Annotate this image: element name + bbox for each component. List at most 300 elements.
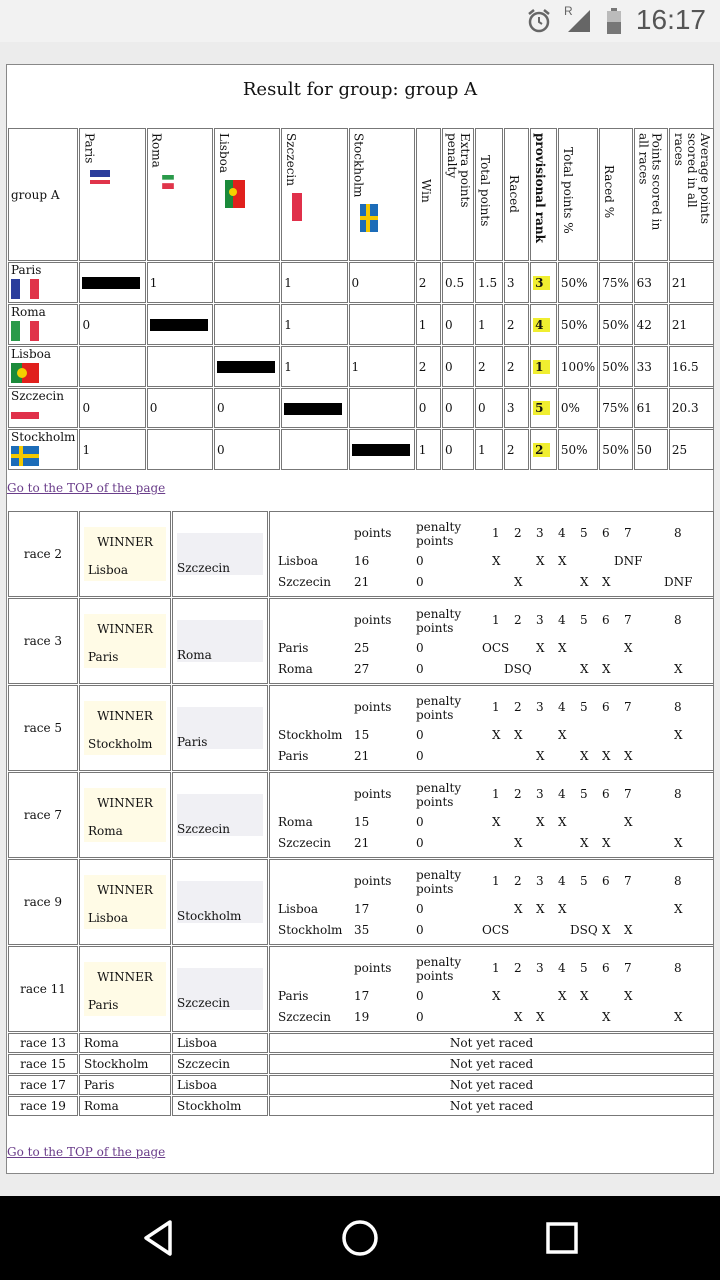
- network-type: R: [564, 4, 573, 18]
- leg-header: 8: [674, 700, 682, 714]
- stat-cell: [530, 388, 557, 428]
- col-label: Total points: [478, 155, 493, 227]
- stat-value: 50: [636, 442, 652, 457]
- points-header: points: [354, 874, 392, 888]
- stat-value: 21: [671, 275, 688, 290]
- stat-value: 16.5: [671, 359, 699, 374]
- result-cell: [79, 262, 145, 303]
- recents-icon[interactable]: [542, 1218, 582, 1258]
- winner-cell: [79, 946, 171, 1032]
- race-status: Not yet raced: [269, 1075, 714, 1095]
- stat-value: 3: [506, 401, 515, 415]
- team-name: Paris: [11, 263, 42, 277]
- detail-penalty: 0: [416, 923, 424, 937]
- loser-team: Szczecin: [177, 822, 230, 836]
- leg-mark: X: [602, 836, 611, 850]
- loser-box: [177, 533, 263, 575]
- col-label: Roma: [149, 133, 164, 168]
- leg-mark: X: [536, 1010, 545, 1024]
- stat-cell: [442, 262, 474, 303]
- loser-box: [177, 881, 263, 923]
- detail-points: 17: [354, 989, 370, 1003]
- result-value: 0: [149, 401, 158, 415]
- winner-team: Paris: [88, 650, 119, 664]
- stat-cell: [634, 429, 668, 470]
- detail-points: 17: [354, 902, 370, 916]
- status-bar: [0, 0, 720, 42]
- detail-points: 25: [354, 641, 370, 655]
- detail-penalty: 0: [416, 641, 424, 655]
- loser-box: [177, 620, 263, 662]
- leg-header: 8: [674, 613, 682, 627]
- result-cell: [214, 429, 280, 470]
- stat-value: 0: [445, 442, 453, 457]
- winner-label: WINNER: [97, 709, 153, 723]
- winner-box: [84, 875, 166, 929]
- stat-cell: [475, 388, 503, 428]
- leg-mark: OCS: [482, 641, 510, 655]
- self-match-bar: [284, 403, 342, 415]
- stat-value: 50%: [602, 317, 629, 332]
- race-detail-grid: [274, 860, 709, 944]
- points-header: points: [354, 961, 392, 975]
- winner-box: [84, 527, 166, 581]
- result-value: 0: [82, 401, 91, 415]
- col-points-all: [634, 128, 668, 261]
- self-match-bar: [217, 361, 275, 373]
- leg-header: 6: [602, 961, 610, 975]
- col-average: [669, 128, 714, 261]
- leg-mark: X: [674, 836, 683, 850]
- stat-value: 0: [445, 401, 453, 415]
- leg-mark: X: [514, 836, 523, 850]
- result-value: 0: [216, 442, 225, 457]
- penalty-header: penalty points: [416, 781, 462, 809]
- stat-cell: [416, 429, 441, 470]
- leg-mark: X: [602, 923, 611, 937]
- team-cell: [8, 429, 78, 470]
- stat-value: 0.5: [445, 275, 465, 290]
- stat-cell: [558, 262, 598, 303]
- leg-header: 7: [624, 874, 632, 888]
- detail-penalty: 0: [416, 836, 424, 850]
- loser-cell: [172, 772, 268, 858]
- winner-label: WINNER: [97, 622, 153, 636]
- detail-team: Szczecin: [278, 836, 331, 850]
- stat-cell: [669, 262, 714, 303]
- standings-header: [8, 128, 714, 261]
- leg-header: 2: [514, 526, 522, 540]
- leg-header: 4: [558, 700, 566, 714]
- result-cell: [281, 304, 347, 345]
- results-page: [6, 64, 714, 1174]
- rank-badge: 2: [533, 443, 549, 457]
- leg-header: 8: [674, 526, 682, 540]
- stat-cell: [530, 346, 557, 387]
- result-cell: [214, 388, 280, 428]
- detail-penalty: 0: [416, 902, 424, 916]
- stat-cell: [634, 262, 668, 303]
- leg-header: 6: [602, 874, 610, 888]
- team-name: Stockholm: [11, 430, 76, 444]
- team-cell: [8, 304, 78, 345]
- result-value: 1: [284, 275, 292, 290]
- detail-team: Paris: [278, 989, 309, 1003]
- stat-value: 50%: [602, 442, 629, 457]
- loser-team: Stockholm: [177, 909, 242, 923]
- leg-header: 6: [602, 787, 610, 801]
- race-detail: [269, 772, 714, 858]
- leg-mark: X: [674, 728, 683, 742]
- race-row: [8, 859, 714, 945]
- result-cell: [79, 429, 145, 470]
- france-flag-icon: [90, 170, 110, 184]
- stat-value: 0: [445, 359, 453, 374]
- detail-penalty: 0: [416, 989, 424, 1003]
- race-detail: [269, 685, 714, 771]
- leg-mark: DNF: [614, 554, 643, 568]
- race-label: race 5: [8, 685, 78, 771]
- stat-cell: [442, 388, 474, 428]
- leg-mark: X: [624, 923, 633, 937]
- result-value: 1: [149, 275, 158, 290]
- stat-value: 1: [478, 317, 486, 332]
- result-cell: [147, 429, 213, 470]
- winner-label: WINNER: [97, 796, 153, 810]
- result-value: 0: [216, 401, 225, 415]
- stat-value: 2: [478, 359, 486, 374]
- standings-row: [8, 304, 714, 345]
- winner-box: [84, 962, 166, 1016]
- stat-value: 2: [418, 275, 427, 290]
- col-stockholm: [349, 128, 415, 261]
- detail-points: 16: [354, 554, 370, 568]
- leg-mark: X: [602, 749, 611, 763]
- stat-cell: [599, 304, 632, 345]
- stat-value: 100%: [560, 359, 596, 374]
- leg-header: 4: [558, 787, 566, 801]
- standings-row: [8, 346, 714, 387]
- detail-points: 15: [354, 815, 370, 829]
- result-value: 1: [284, 359, 292, 374]
- detail-team: Stockholm: [278, 728, 343, 742]
- loser-team: Szczecin: [177, 561, 230, 575]
- rank-badge: 1: [533, 360, 549, 374]
- race-label: race 7: [8, 772, 78, 858]
- detail-team: Roma: [278, 815, 313, 829]
- leg-mark: X: [580, 575, 589, 589]
- stat-value: 2: [506, 317, 515, 332]
- leg-mark: X: [492, 815, 501, 829]
- rank-badge: 5: [533, 401, 549, 415]
- leg-header: 3: [536, 526, 544, 540]
- detail-points: 21: [354, 749, 370, 763]
- alarm-icon: [526, 8, 552, 34]
- leg-mark: X: [514, 728, 523, 742]
- standings-row: [8, 388, 714, 428]
- result-value: 1: [351, 359, 360, 374]
- leg-mark: X: [514, 1010, 523, 1024]
- stat-value: 2: [418, 359, 427, 374]
- points-header: points: [354, 787, 392, 801]
- result-value: 0: [82, 317, 91, 332]
- lisboa-flag-icon: [11, 363, 75, 386]
- detail-points: 15: [354, 728, 370, 742]
- result-cell: [349, 388, 415, 428]
- col-label: Points scored in all races: [636, 133, 664, 231]
- stat-cell: [416, 304, 441, 345]
- clock: 16:17: [635, 4, 706, 35]
- col-raced-pct: [599, 128, 632, 261]
- leg-header: 5: [580, 613, 588, 627]
- loser-cell: [172, 946, 268, 1032]
- result-cell: [79, 304, 145, 345]
- leg-mark: X: [624, 815, 633, 829]
- leg-mark: X: [536, 815, 545, 829]
- leg-header: 4: [558, 613, 566, 627]
- leg-header: 5: [580, 526, 588, 540]
- top-link[interactable]: Go to the TOP of the page: [7, 481, 166, 495]
- leg-mark: DNF: [664, 575, 693, 589]
- stat-value: 20.3: [671, 401, 699, 415]
- stat-value: 25: [671, 442, 688, 457]
- col-label: Win: [418, 179, 433, 203]
- stat-cell: [558, 429, 598, 470]
- loser-team: Szczecin: [177, 996, 230, 1010]
- stat-value: 61: [636, 401, 652, 415]
- detail-points: 27: [354, 662, 370, 676]
- stat-cell: [530, 304, 557, 345]
- navigation-bar: [0, 1196, 720, 1280]
- loser-cell: [172, 859, 268, 945]
- race-label: race 19: [8, 1096, 78, 1116]
- leg-header: 7: [624, 787, 632, 801]
- penalty-header: penalty points: [416, 520, 462, 548]
- leg-mark: X: [580, 836, 589, 850]
- pending-race-row: [8, 1096, 714, 1116]
- rank-badge: 4: [533, 318, 549, 332]
- race-row: [8, 685, 714, 771]
- page-title: Result for group: group A: [242, 79, 478, 100]
- result-cell: [281, 388, 347, 428]
- rank-badge: 3: [533, 276, 549, 290]
- winner-cell: [79, 685, 171, 771]
- winner-label: WINNER: [97, 535, 153, 549]
- stat-value: 1: [478, 442, 486, 457]
- leg-header: 1: [492, 874, 500, 888]
- detail-penalty: 0: [416, 575, 424, 589]
- result-cell: [281, 262, 347, 303]
- back-icon[interactable]: [140, 1218, 180, 1258]
- leg-header: 6: [602, 526, 610, 540]
- team-b: Lisboa: [172, 1075, 268, 1095]
- team-a: Stockholm: [79, 1054, 171, 1074]
- leg-header: 4: [558, 526, 566, 540]
- col-win: [416, 128, 441, 261]
- winner-box: [84, 701, 166, 755]
- stat-value: 1: [418, 317, 427, 332]
- stat-value: 0: [478, 401, 486, 415]
- result-cell: [349, 429, 415, 470]
- detail-team: Paris: [278, 749, 309, 763]
- winner-cell: [79, 598, 171, 684]
- winner-cell: [79, 511, 171, 597]
- races-table: [7, 510, 715, 1117]
- detail-penalty: 0: [416, 728, 424, 742]
- stat-cell: [669, 388, 714, 428]
- stat-cell: [634, 304, 668, 345]
- stat-cell: [669, 304, 714, 345]
- detail-penalty: 0: [416, 1010, 424, 1024]
- leg-header: 1: [492, 526, 500, 540]
- result-cell: [281, 429, 347, 470]
- team-name: Roma: [11, 305, 46, 319]
- stat-value: 0%: [560, 401, 580, 415]
- loser-box: [177, 707, 263, 749]
- winner-box: [84, 614, 166, 668]
- col-roma: [147, 128, 213, 261]
- leg-mark: X: [536, 641, 545, 655]
- stat-value: 1.5: [478, 275, 498, 290]
- stat-cell: [504, 346, 529, 387]
- detail-points: 35: [354, 923, 370, 937]
- leg-header: 4: [558, 874, 566, 888]
- leg-mark: X: [624, 641, 633, 655]
- team-name: Szczecin: [11, 389, 64, 403]
- stat-cell: [416, 388, 441, 428]
- result-cell: [214, 262, 280, 303]
- leg-mark: X: [558, 815, 567, 829]
- team-cell: [8, 388, 78, 428]
- race-label: race 15: [8, 1054, 78, 1074]
- leg-mark: X: [492, 554, 501, 568]
- result-cell: [214, 346, 280, 387]
- stat-value: 75%: [602, 401, 629, 415]
- stat-cell: [475, 262, 503, 303]
- leg-mark: X: [492, 989, 501, 1003]
- detail-team: Paris: [278, 641, 309, 655]
- winner-team: Paris: [88, 998, 119, 1012]
- self-match-bar: [352, 444, 410, 456]
- race-status: Not yet raced: [269, 1054, 714, 1074]
- standings-row: [8, 262, 714, 303]
- leg-mark: X: [558, 728, 567, 742]
- leg-header: 1: [492, 700, 500, 714]
- race-row: [8, 511, 714, 597]
- team-name: Lisboa: [11, 347, 52, 361]
- team-b: Stockholm: [172, 1096, 268, 1116]
- stat-cell: [504, 388, 529, 428]
- leg-mark: X: [536, 902, 545, 916]
- leg-header: 3: [536, 787, 544, 801]
- leg-header: 7: [624, 526, 632, 540]
- race-label: race 9: [8, 859, 78, 945]
- result-cell: [349, 346, 415, 387]
- team-a: Paris: [79, 1075, 171, 1095]
- leg-header: 1: [492, 961, 500, 975]
- col-raced: [504, 128, 529, 261]
- stat-cell: [558, 388, 598, 428]
- leg-header: 3: [536, 700, 544, 714]
- stat-cell: [669, 429, 714, 470]
- stat-value: 1: [418, 442, 427, 457]
- leg-header: 8: [674, 961, 682, 975]
- stat-cell: [558, 304, 598, 345]
- stat-value: 21: [671, 317, 688, 332]
- col-label: Lisboa: [216, 133, 231, 174]
- col-label: Total points %: [560, 147, 575, 234]
- loser-cell: [172, 685, 268, 771]
- pending-race-row: [8, 1033, 714, 1053]
- portugal-flag-icon: [225, 180, 245, 208]
- stat-cell: [504, 262, 529, 303]
- paris-flag-icon: [11, 279, 75, 302]
- winner-cell: [79, 859, 171, 945]
- team-cell: [8, 262, 78, 303]
- leg-header: 2: [514, 874, 522, 888]
- detail-points: 21: [354, 836, 370, 850]
- col-label: Szczecin: [284, 133, 299, 186]
- leg-mark: X: [580, 989, 589, 1003]
- leg-header: 5: [580, 961, 588, 975]
- race-detail-grid: [274, 686, 709, 770]
- leg-mark: X: [536, 554, 545, 568]
- leg-mark: X: [674, 902, 683, 916]
- loser-box: [177, 794, 263, 836]
- race-detail: [269, 859, 714, 945]
- winner-team: Stockholm: [88, 737, 153, 751]
- team-a: Roma: [79, 1033, 171, 1053]
- result-cell: [214, 304, 280, 345]
- pending-race-row: [8, 1054, 714, 1074]
- leg-mark: X: [580, 749, 589, 763]
- penalty-header: penalty points: [416, 694, 462, 722]
- result-cell: [147, 388, 213, 428]
- leg-mark: X: [558, 902, 567, 916]
- leg-header: 1: [492, 613, 500, 627]
- stat-cell: [504, 429, 529, 470]
- col-label: provisional rank: [533, 133, 548, 243]
- leg-mark: DSQ: [504, 662, 532, 676]
- leg-mark: X: [624, 749, 633, 763]
- battery-icon: [606, 8, 622, 34]
- race-label: race 3: [8, 598, 78, 684]
- team-b: Lisboa: [172, 1033, 268, 1053]
- race-label: race 13: [8, 1033, 78, 1053]
- stat-cell: [442, 346, 474, 387]
- race-detail-grid: [274, 773, 709, 857]
- leg-mark: OCS: [482, 923, 510, 937]
- race-row: [8, 598, 714, 684]
- top-link-bottom[interactable]: Go to the TOP of the page: [7, 1145, 166, 1159]
- winner-team: Lisboa: [88, 911, 129, 925]
- home-icon[interactable]: [340, 1218, 380, 1258]
- poland-flag-icon: [292, 193, 302, 221]
- result-cell: [349, 262, 415, 303]
- col-extra-penalty: [442, 128, 474, 261]
- loser-cell: [172, 598, 268, 684]
- self-match-bar: [150, 319, 208, 331]
- stockholm-flag-icon: [11, 446, 75, 469]
- race-label: race 2: [8, 511, 78, 597]
- detail-points: 21: [354, 575, 370, 589]
- detail-penalty: 0: [416, 554, 424, 568]
- leg-header: 7: [624, 961, 632, 975]
- winner-box: [84, 788, 166, 842]
- points-header: points: [354, 613, 392, 627]
- winner-team: Roma: [88, 824, 123, 838]
- race-detail: [269, 598, 714, 684]
